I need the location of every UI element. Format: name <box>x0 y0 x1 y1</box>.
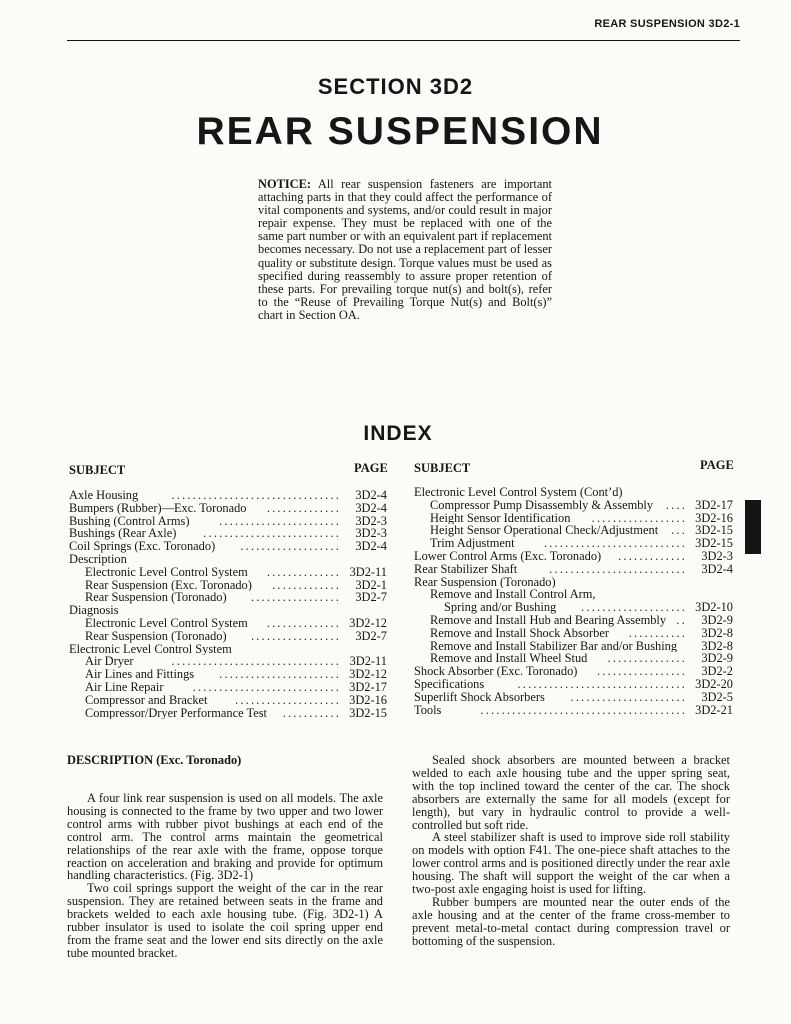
index-entry <box>414 614 733 627</box>
dot-leader: ........... <box>282 706 341 720</box>
index-entry <box>69 617 387 630</box>
index-entry <box>414 588 733 601</box>
dot-leader: .......................... <box>549 562 687 576</box>
index-entry-page: 3D2-5 <box>701 690 733 704</box>
dot-leader: ....................... <box>219 668 341 681</box>
index-entry <box>69 668 387 681</box>
index-entry-label: Compressor Pump Disassembly & Assembly <box>430 498 654 512</box>
dot-leader: ................................ <box>171 655 341 669</box>
index-right-page-header: PAGE <box>700 458 734 472</box>
index-right-subject-header: SUBJECT <box>414 461 471 475</box>
index-entry-page: 3D2-15 <box>349 706 387 720</box>
dot-leader: ....................... <box>219 514 341 528</box>
index-entry-page: 3D2-1 <box>355 578 387 592</box>
index-entry-label: Remove and Install Stabilizer Bar and/or Bushing <box>430 639 678 653</box>
index-entry-label: Shock Absorber (Exc. Toronado) <box>414 665 578 678</box>
index-entry-label: Lower Control Arms (Exc. Toronado) <box>414 549 602 563</box>
description-right-column <box>412 754 730 948</box>
index-entry-page: 3D2-3 <box>701 549 733 563</box>
index-entry-label: Rear Suspension (Toronado) <box>414 575 556 589</box>
index-entry-label: Remove and Install Shock Absorber <box>430 626 609 640</box>
index-entry-label: Spring and/or Bushing <box>444 601 557 614</box>
dot-leader: ...................... <box>570 690 687 704</box>
index-entry-page: 3D2-4 <box>355 540 387 553</box>
index-entry-page: 3D2-8 <box>701 626 733 640</box>
index-entry <box>414 550 733 563</box>
index-entry <box>69 707 387 720</box>
notice-label: NOTICE: <box>258 177 312 191</box>
index-entry <box>414 691 733 704</box>
index-entry-page: 3D2-16 <box>695 511 733 525</box>
index-entry <box>69 694 387 707</box>
index-entry-label: Bushing (Control Arms) <box>69 514 190 528</box>
index-entry-label: Compressor/Dryer Performance Test <box>85 706 267 720</box>
index-entry-label: Bumpers (Rubber)—Exc. Toronado <box>69 501 247 515</box>
index-entry-page: 3D2-4 <box>355 501 387 515</box>
dot-leader: .. <box>676 613 687 627</box>
index-entry-page: 3D2-8 <box>701 639 733 653</box>
index-entry <box>414 652 733 665</box>
index-entry-page: 3D2-12 <box>349 616 387 630</box>
dot-leader: ................. <box>250 629 341 643</box>
description-left-column <box>67 792 383 960</box>
dot-leader: ................................ <box>171 489 341 502</box>
dot-leader: ............... <box>607 652 687 666</box>
dot-leader: ... <box>671 524 687 538</box>
index-entry <box>414 640 733 653</box>
index-entry-label: Rear Suspension (Toronado) <box>85 591 227 605</box>
index-entry-page: 3D2-2 <box>701 665 733 678</box>
index-left-column <box>69 489 387 719</box>
index-entry-label: Superlift Shock Absorbers <box>414 690 545 704</box>
index-entry-page: 3D2-7 <box>355 591 387 605</box>
index-entry-page: 3D2-16 <box>349 693 387 707</box>
dot-leader: ....................................... <box>480 703 687 717</box>
index-entry-label: Electronic Level Control System <box>69 642 232 656</box>
index-entry-page: 3D2-3 <box>355 514 387 528</box>
index-entry-label: Remove and Install Control Arm, <box>430 588 596 602</box>
index-entry <box>69 630 387 643</box>
index-right-column <box>414 486 733 716</box>
running-head: REAR SUSPENSION 3D2-1 <box>594 18 740 30</box>
index-entry-label: Tools <box>414 703 442 717</box>
index-entry-label: Height Sensor Operational Check/Adjustment <box>430 524 659 538</box>
dot-leader: ............................ <box>192 680 341 694</box>
index-entry-page: 3D2-7 <box>355 629 387 643</box>
index-entry-page: 3D2-4 <box>701 562 733 576</box>
index-entry-page: 3D2-15 <box>695 524 733 538</box>
notice-paragraph <box>258 178 552 322</box>
description-paragraph: Rubber bumpers are mounted near the outer ends of the axle housing and at the center of the frame cross-member to prevent metal-to-metal contact during compression travel or bottoming of the suspension. <box>412 894 730 948</box>
dot-leader: ........................... <box>543 537 687 550</box>
index-entry-label: Air Line Repair <box>85 680 164 694</box>
index-entry-label: Electronic Level Control System <box>85 616 248 630</box>
dot-leader: ........... <box>628 626 687 640</box>
index-entry-label: Compressor and Bracket <box>85 693 208 707</box>
notice-text: All rear suspension fasteners are important attaching parts in that they could affect the performance of vital components and systems, and/or could result in major repair expense. They must be replaced with one of the same part number or with an equivalent part if replacement becomes necessary. Do not use a replacement part of lesser quality or substitute design. Torque values must be used as specified during reassembly to assure proper retention of these parts. For prevailing torque nut(s) and bolt(s), refer to the “Reuse of Prevailing Torque Nut(s) and Bolt(s)” chart in Section OA. <box>258 177 552 322</box>
index-entry-label: Electronic Level Control System (Cont’d) <box>414 486 623 499</box>
description-paragraph: A steel stabilizer shaft is used to improve side roll stability on models with option F41. The one-piece shaft attaches to the lower control arms and is positioned directly under the rear axle housing. The shaft will support the weight of the car when a two-post axle engaging hoist is used for lifting. <box>412 830 730 897</box>
header-rule <box>67 40 740 41</box>
index-entry <box>69 540 387 553</box>
dot-leader: .................... <box>235 693 341 707</box>
index-entry-label: Trim Adjustment <box>430 537 515 550</box>
dot-leader: .................. <box>591 511 687 525</box>
index-left-page-header: PAGE <box>354 461 388 475</box>
description-paragraph: A four link rear suspension is used on all models. The axle housing is connected to the frame by two upper and two lower control arms with rubber pivot bushings at each end of the control arm. The control arms maintain the geometrical relationships of the rear axle with the frame, oppose torque reaction on acceleration and braking and provide for optimum handling characteristics. (Fig. 3D2-1) <box>67 791 383 883</box>
index-entry-page: 3D2-21 <box>695 703 733 717</box>
index-entry-page: 3D2-11 <box>349 655 387 669</box>
index-entry <box>69 681 387 694</box>
description-paragraph: Sealed shock absorbers are mounted between a bracket welded to each axle housing tube and the upper spring seat, with the top inclined toward the center of the car. The shock absorbers are externally the same for all models (except for length), but vary in hydraulic control to provide a well-controlled but soft ride. <box>412 753 730 832</box>
dot-leader: ............. <box>618 549 687 563</box>
description-paragraph: Two coil springs support the weight of the car in the rear suspension. They are retained between seats in the frame and brackets welded to each axle housing tube. (Fig. 3D2-1) A rubber insulator is used to isolate the coil spring upper end from the frame seat and the lower end sits directly on the axle tube mounted bracket. <box>67 881 383 960</box>
index-entry <box>414 704 733 717</box>
dot-leader: .................... <box>581 601 687 614</box>
dot-leader: .............. <box>266 616 341 630</box>
dot-leader: .............. <box>266 501 341 515</box>
index-entry-label: Height Sensor Identification <box>430 511 571 525</box>
index-entry <box>414 512 733 525</box>
index-left-subject-header: SUBJECT <box>69 463 126 477</box>
page-title: REAR SUSPENSION <box>196 110 604 153</box>
index-entry-page: 3D2-11 <box>349 565 387 579</box>
index-entry-page: 3D2-20 <box>695 677 733 691</box>
dot-leader: ................... <box>240 540 341 553</box>
section-thumb-tab <box>745 500 761 554</box>
index-entry <box>414 678 733 691</box>
index-entry <box>69 515 387 528</box>
index-entry <box>414 499 733 512</box>
dot-leader: ................. <box>596 665 687 678</box>
index-entry <box>69 591 387 604</box>
index-entry <box>69 489 387 502</box>
dot-leader: ............. <box>272 578 341 592</box>
index-entry-label: Remove and Install Hub and Bearing Assembly <box>430 613 667 627</box>
index-entry <box>69 643 387 656</box>
index-entry <box>414 576 733 589</box>
index-entry <box>414 627 733 640</box>
index-entry <box>69 604 387 617</box>
index-entry <box>69 527 387 540</box>
index-entry <box>69 502 387 515</box>
index-entry-label: Air Dryer <box>85 655 134 669</box>
index-entry-page: 3D2-12 <box>349 668 387 681</box>
index-entry-label: Bushings (Rear Axle) <box>69 527 177 541</box>
index-entry-page: 3D2-17 <box>695 498 733 512</box>
dot-leader: .......................... <box>203 527 341 541</box>
index-title: INDEX <box>363 422 433 445</box>
dot-leader: .............. <box>266 565 341 579</box>
index-entry <box>69 579 387 592</box>
section-number: SECTION 3D2 <box>317 74 474 99</box>
index-entry-page: 3D2-17 <box>349 680 387 694</box>
index-entry <box>414 486 733 499</box>
index-entry-label: Description <box>69 552 127 566</box>
index-entry-label: Coil Springs (Exc. Toronado) <box>69 540 216 553</box>
dot-leader: ................. <box>250 591 341 605</box>
index-entry-page: 3D2-9 <box>701 652 733 666</box>
index-entry <box>414 524 733 537</box>
index-entry-label: Specifications <box>414 677 485 691</box>
index-entry-page: 3D2-9 <box>701 613 733 627</box>
index-entry-page: 3D2-3 <box>355 527 387 541</box>
index-entry-label: Rear Suspension (Exc. Toronado) <box>85 578 252 592</box>
index-entry <box>414 537 733 550</box>
index-entry-label: Diagnosis <box>69 604 119 617</box>
index-entry-label: Axle Housing <box>69 489 139 502</box>
index-entry <box>414 665 733 678</box>
index-entry <box>69 553 387 566</box>
index-entry-label: Electronic Level Control System <box>85 565 248 579</box>
index-entry-page: 3D2-15 <box>695 537 733 550</box>
dot-leader: ................................ <box>517 677 687 691</box>
index-entry <box>414 601 733 614</box>
index-entry-page: 3D2-10 <box>695 601 733 614</box>
index-entry <box>69 655 387 668</box>
index-entry-label: Remove and Install Wheel Stud <box>430 652 588 666</box>
description-heading: DESCRIPTION (Exc. Toronado) <box>67 753 242 767</box>
index-entry-label: Air Lines and Fittings <box>85 668 195 681</box>
index-entry-label: Rear Suspension (Toronado) <box>85 629 227 643</box>
index-entry <box>414 563 733 576</box>
dot-leader: .... <box>665 498 687 512</box>
index-entry <box>69 566 387 579</box>
index-entry-page: 3D2-4 <box>355 489 387 502</box>
index-entry-label: Rear Stabilizer Shaft <box>414 562 518 576</box>
